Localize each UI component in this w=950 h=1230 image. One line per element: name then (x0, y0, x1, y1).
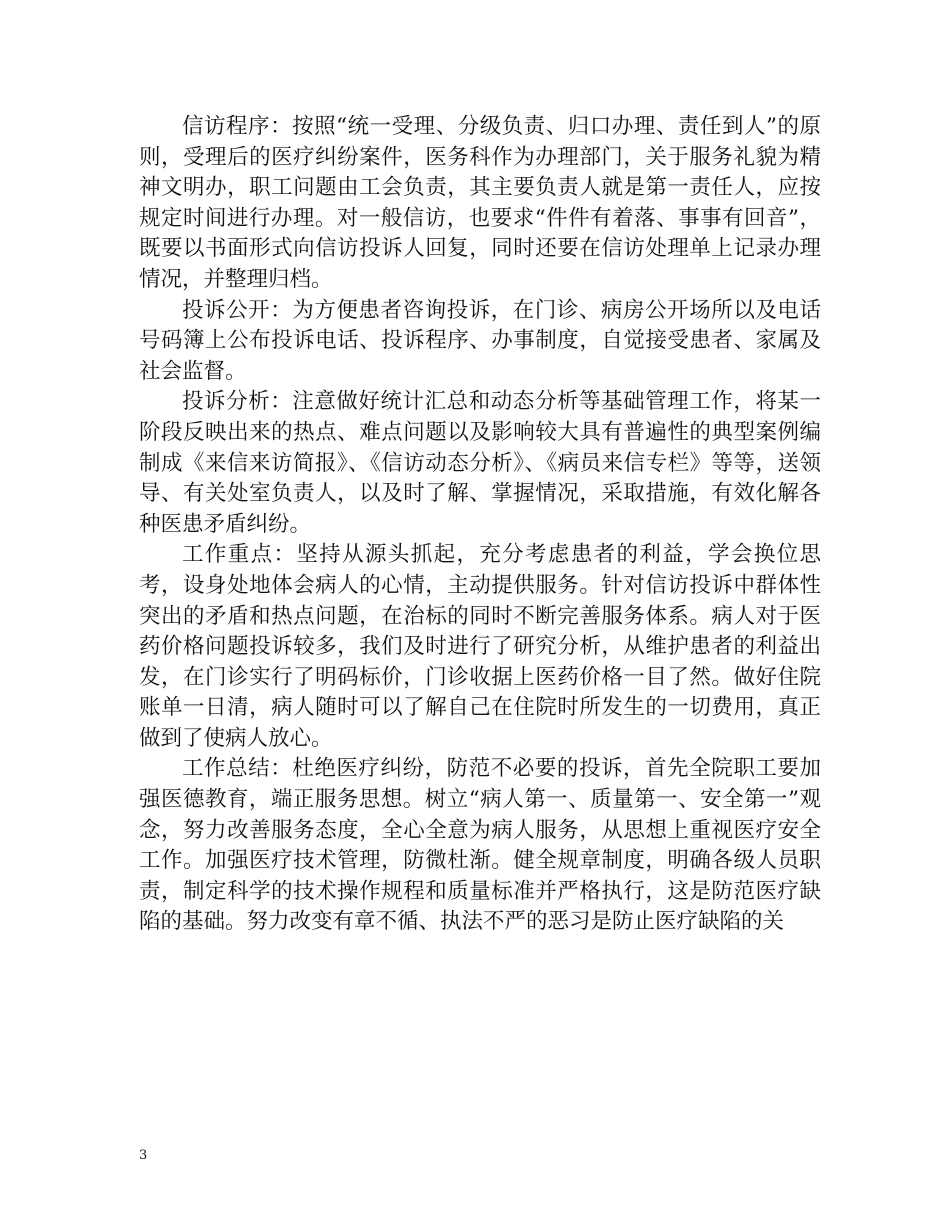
paragraph-work-summary: 工作总结：杜绝医疗纠纷，防范不必要的投诉，首先全院职工要加强医德教育，端正服务思想。树立“病人第一、质量第一、安全第一”观念，努力改善服务态度，全心全意为病人服务，从思想上重视医疗安全工作。加强医疗技术管理，防微杜渐。健全规章制度，明确各级人员职责，制定科学的技术操作规程和质量标准并严格执行，这是防范医疗缺陷的基础。努力改变有章不循、执法不严的恶习是防止医疗缺陷的关 (139, 756, 821, 935)
paragraph-complaint-analysis: 投诉分析：注意做好统计汇总和动态分析等基础管理工作，将某一阶段反映出来的热点、难点问题以及影响较大具有普遍性的典型案例编制成《来信来访简报》、《信访动态分析》、《病员来信专栏》等等，送领导、有关处室负责人，以及时了解、掌握情况，采取措施，有效化解各种医患矛盾纠纷。 (139, 389, 821, 537)
paragraph-petition-procedure: 信访程序：按照“统一受理、分级负责、归口办理、责任到人”的原则，受理后的医疗纠纷案件，医务科作为办理部门，关于服务礼貌为精神文明办，职工问题由工会负责，其主要负责人就是第一责任人，应按规定时间进行办理。对一般信访，也要求“件件有着落、事事有回音”，既要以书面形式向信访投诉人回复，同时还要在信访处理单上记录办理情况，并整理归档。 (139, 114, 821, 292)
paragraph-complaint-disclosure: 投诉公开：为方便患者咨询投诉，在门诊、病房公开场所以及电话号码簿上公布投诉电话、投诉程序、办事制度，自觉接受患者、家属及社会监督。 (139, 297, 821, 384)
page-number: 3 (139, 1148, 148, 1163)
paragraph-work-focus: 工作重点：坚持从源头抓起，充分考虑患者的利益，学会换位思考，设身处地体会病人的心情，主动提供服务。针对信访投诉中群体性突出的矛盾和热点问题，在治标的同时不断完善服务体系。病人对于医药价格问题投诉较多，我们及时进行了研究分析，从维护患者的利益出发，在门诊实行了明码标价，门诊收据上医药价格一目了然。做好住院账单一日清，病人随时可以了解自己在住院时所发生的一切费用，真正做到了使病人放心。 (139, 542, 821, 751)
document-body (139, 112, 821, 938)
